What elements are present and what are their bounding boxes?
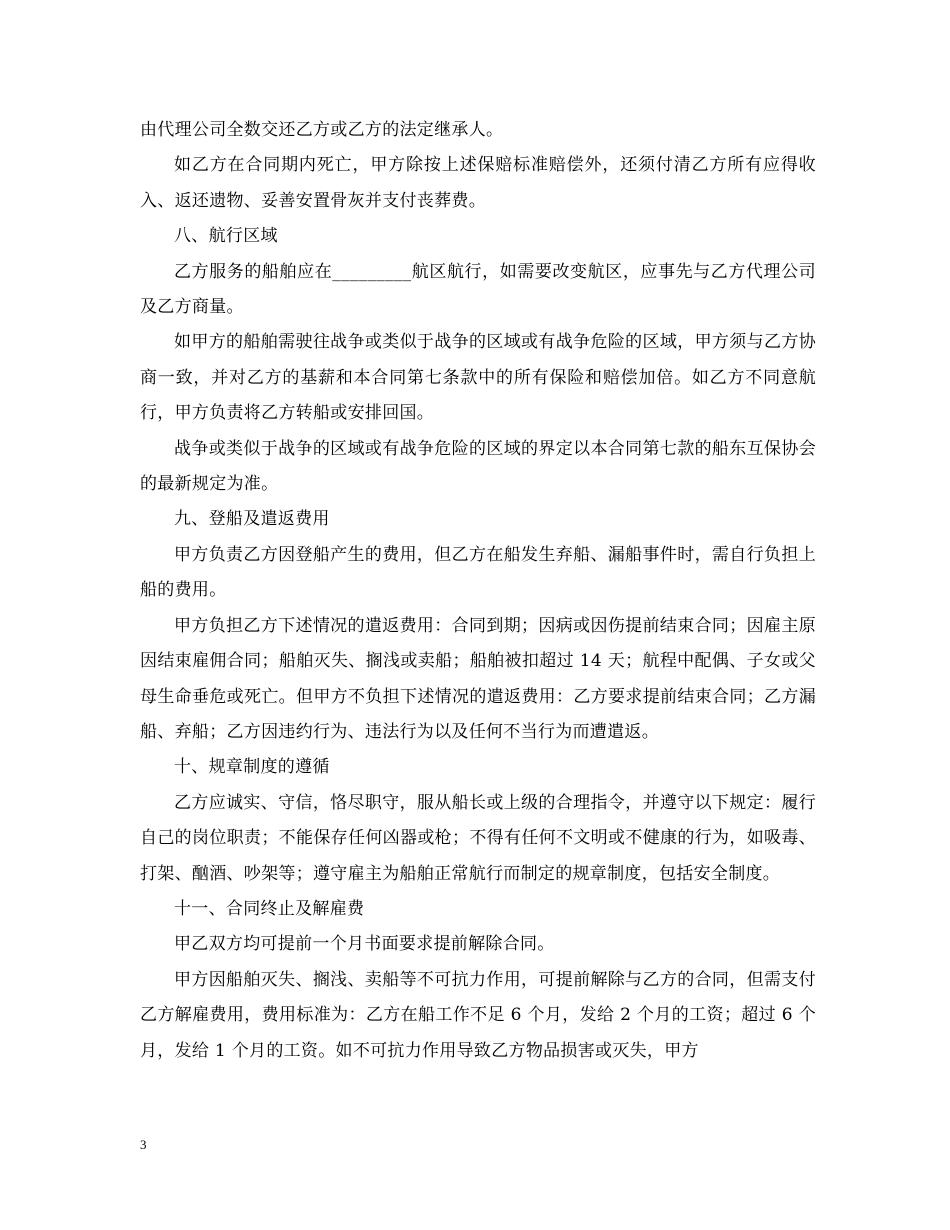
section-heading: 十、规章制度的遵循 bbox=[174, 757, 330, 778]
paragraph: 甲方因船舶灭失、搁浅、卖船等不可抗力作用，可提前解除与乙方的合同，但需支付乙方解雇费用，费用标准为：乙方在船工作不足 6 个月，发给 2 个月的工资；超过 6 个月，发给 1 个月的工资。如不可抗力作用导致乙方物品损害或灭失，甲方 bbox=[140, 969, 816, 1061]
paragraph: 甲方负责乙方因登船产生的费用，但乙方在船发生弃船、漏船事件时，需自行负担上船的费用。 bbox=[140, 544, 816, 601]
paragraph: 甲方负担乙方下述情况的遣返费用：合同到期；因病或因伤提前结束合同；因雇主原因结束雇佣合同；船舶灭失、搁浅或卖船；船舶被扣超过 14 天；航程中配偶、子女或父母生命垂危或死亡。但甲方不负担下述情况的遣返费用：乙方要求提前结束合同；乙方漏船、弃船；乙方因违约行为、违法行为以及任何不当行为而遭遣返。 bbox=[140, 615, 816, 742]
section-heading: 八、航行区域 bbox=[174, 226, 278, 247]
document-body bbox=[140, 113, 816, 1069]
paragraph: 如乙方在合同期内死亡，甲方除按上述保赔标准赔偿外，还须付清乙方所有应得收入、返还遗物、妥善安置骨灰并支付丧葬费。 bbox=[140, 155, 816, 211]
paragraph: 乙方服务的船舶应在_________航区航行，如需要改变航区，应事先与乙方代理公司及乙方商量。 bbox=[140, 261, 816, 318]
section-heading: 九、登船及遣返费用 bbox=[174, 509, 330, 530]
paragraph: 战争或类似于战争的区域或有战争危险的区域的界定以本合同第七款的船东互保协会的最新规定为准。 bbox=[140, 438, 816, 495]
section-heading: 十一、合同终止及解雇费 bbox=[174, 898, 365, 919]
paragraph: 乙方应诚实、守信，恪尽职守，服从船长或上级的合理指令，并遵守以下规定：履行自己的岗位职责；不能保存任何凶器或枪；不得有任何不文明或不健康的行为，如吸毒、打架、酗酒、吵架等；遵守雇主为船舶正常航行而制定的规章制度，包括安全制度。 bbox=[140, 792, 816, 884]
paragraph: 如甲方的船舶需驶往战争或类似于战争的区域或有战争危险的区域，甲方须与乙方协商一致，并对乙方的基薪和本合同第七条款中的所有保险和赔偿加倍。如乙方不同意航行，甲方负责将乙方转船或安排回国。 bbox=[140, 332, 816, 424]
paragraph: 甲乙双方均可提前一个月书面要求提前解除合同。 bbox=[174, 934, 555, 955]
page-number: 3 bbox=[140, 1137, 147, 1152]
paragraph: 由代理公司全数交还乙方或乙方的法定继承人。 bbox=[140, 120, 504, 140]
